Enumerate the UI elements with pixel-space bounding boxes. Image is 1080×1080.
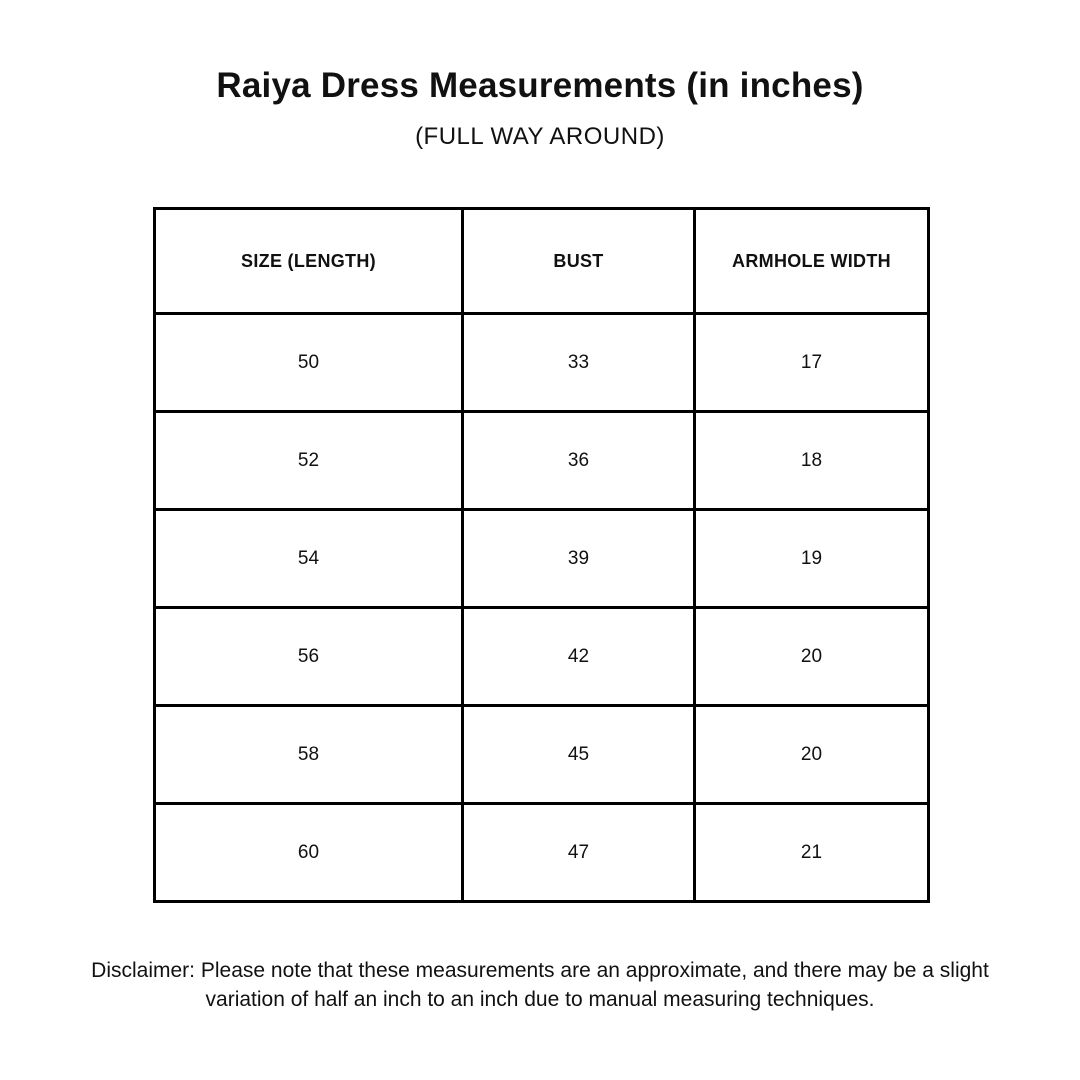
header-armhole-width: ARMHOLE WIDTH — [695, 209, 929, 314]
page-title: Raiya Dress Measurements (in inches) — [216, 66, 864, 105]
table-row — [155, 412, 929, 510]
table-header-row — [155, 209, 929, 314]
cell-size-length: 52 — [155, 412, 463, 510]
table-row — [155, 608, 929, 706]
table-row — [155, 314, 929, 412]
table-row — [155, 706, 929, 804]
page-subtitle: (FULL WAY AROUND) — [415, 123, 665, 150]
disclaimer-text: Disclaimer: Please note that these measurements are an approximate, and there may be a slight variation of half an inch to an inch due to manual measuring techniques. — [91, 959, 989, 1011]
cell-armhole-width: 20 — [695, 608, 929, 706]
cell-armhole-width: 21 — [695, 804, 929, 902]
table-row — [155, 510, 929, 608]
cell-bust: 45 — [463, 706, 695, 804]
cell-armhole-width: 18 — [695, 412, 929, 510]
cell-bust: 42 — [463, 608, 695, 706]
cell-size-length: 56 — [155, 608, 463, 706]
cell-armhole-width: 19 — [695, 510, 929, 608]
header-bust: BUST — [463, 209, 695, 314]
cell-size-length: 50 — [155, 314, 463, 412]
cell-size-length: 58 — [155, 706, 463, 804]
cell-size-length: 54 — [155, 510, 463, 608]
cell-bust: 33 — [463, 314, 695, 412]
cell-armhole-width: 17 — [695, 314, 929, 412]
cell-bust: 47 — [463, 804, 695, 902]
table-row — [155, 804, 929, 902]
cell-size-length: 60 — [155, 804, 463, 902]
cell-armhole-width: 20 — [695, 706, 929, 804]
header-size-length: SIZE (LENGTH) — [155, 209, 463, 314]
cell-bust: 39 — [463, 510, 695, 608]
measurements-table — [153, 207, 930, 903]
cell-bust: 36 — [463, 412, 695, 510]
